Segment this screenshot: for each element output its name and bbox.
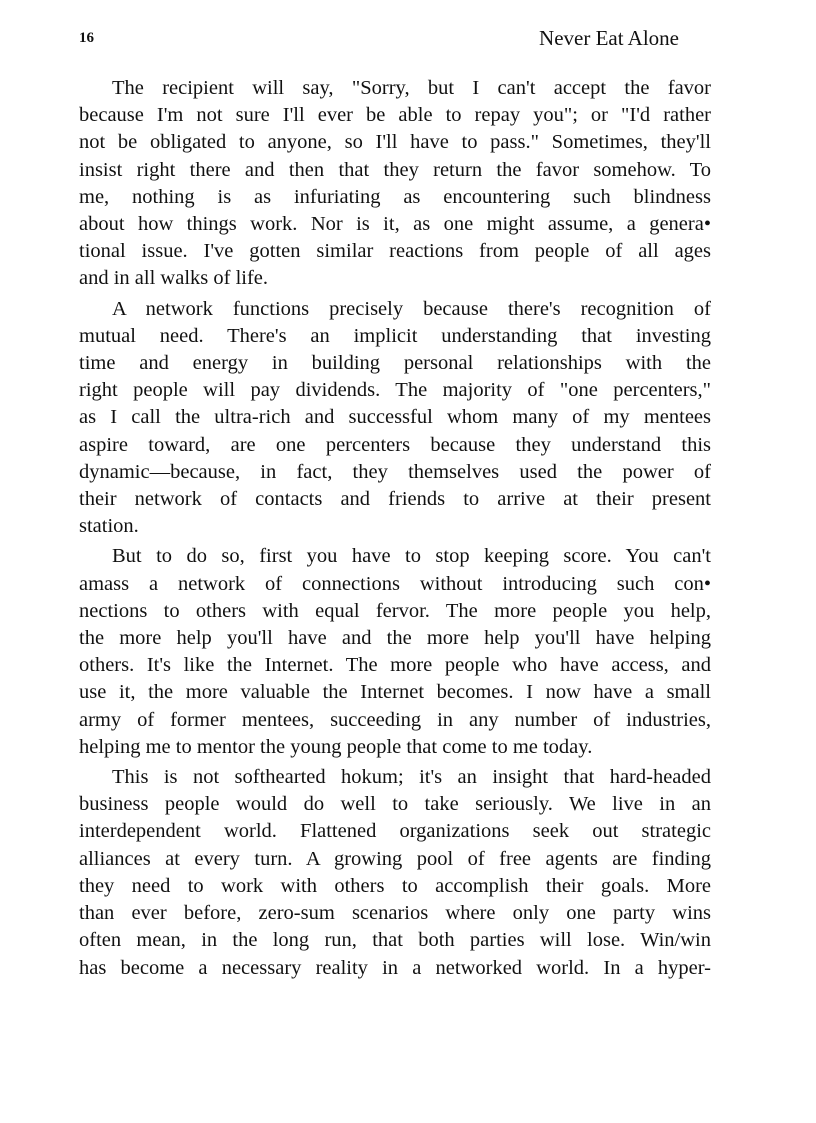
text-line: me, nothing is as infuriating as encountering such blindness <box>79 185 711 208</box>
text-line: use it, the more valuable the Internet becomes. I now have a small <box>79 681 711 704</box>
text-line: others. It's like the Internet. The more people who have access, and <box>79 654 711 677</box>
text-line: A network functions precisely because there's recognition of <box>112 297 711 320</box>
paragraph <box>79 543 711 761</box>
page-header <box>79 26 679 52</box>
paragraph <box>79 75 711 293</box>
text-line: alliances at every turn. A growing pool of free agents are finding <box>79 847 711 870</box>
text-line: and in all walks of life. <box>79 267 269 290</box>
text-line: has become a necessary reality in a networked world. In a hyper- <box>79 956 711 979</box>
text-line: right people will pay dividends. The majority of "one percenters," <box>79 379 711 402</box>
text-line: they need to work with others to accomplish their goals. More <box>79 874 711 897</box>
paragraph <box>79 764 711 982</box>
text-line: than ever before, zero-sum scenarios where only one party wins <box>79 902 711 925</box>
text-line: their network of contacts and friends to arrive at their present <box>79 488 711 511</box>
text-line: about how things work. Nor is it, as one might assume, a genera• <box>79 213 711 236</box>
running-head-title: Never Eat Alone <box>539 26 679 50</box>
text-line: station. <box>79 515 139 538</box>
text-line: aspire toward, are one percenters because they understand this <box>79 433 711 456</box>
text-line: as I call the ultra-rich and successful whom many of my mentees <box>79 406 711 429</box>
text-line: mutual need. There's an implicit understanding that investing <box>79 324 711 347</box>
text-line: often mean, in the long run, that both parties will lose. Win/win <box>79 929 711 952</box>
text-line: nections to others with equal fervor. The more people you help, <box>79 599 711 622</box>
text-line: interdependent world. Flattened organizations seek out strategic <box>79 820 711 843</box>
text-line: business people would do well to take seriously. We live in an <box>79 793 711 816</box>
text-line: But to do so, first you have to stop keeping score. You can't <box>112 545 711 568</box>
text-line: not be obligated to anyone, so I'll have to pass." Sometimes, they'll <box>79 131 711 154</box>
text-line: army of former mentees, succeeding in any number of industries, <box>79 708 711 731</box>
text-line: insist right there and then that they return the favor somehow. To <box>79 158 711 181</box>
text-line: The recipient will say, "Sorry, but I can't accept the favor <box>112 77 711 99</box>
text-line: amass a network of connections without introducing such con• <box>79 572 711 595</box>
page-number: 16 <box>79 30 94 46</box>
text-line: helping me to mentor the young people that come to me today. <box>79 735 593 758</box>
paragraph <box>79 296 711 541</box>
text-line: dynamic—because, in fact, they themselves used the power of <box>79 460 711 483</box>
text-line: because I'm not sure I'll ever be able to repay you"; or "I'd rather <box>79 104 711 127</box>
text-line: tional issue. I've gotten similar reactions from people of all ages <box>79 240 711 263</box>
body-text <box>79 75 711 982</box>
text-line: time and energy in building personal relationships with the <box>79 352 711 375</box>
text-line: This is not softhearted hokum; it's an insight that hard-headed <box>112 766 711 789</box>
text-line: the more help you'll have and the more help you'll have helping <box>79 627 711 650</box>
